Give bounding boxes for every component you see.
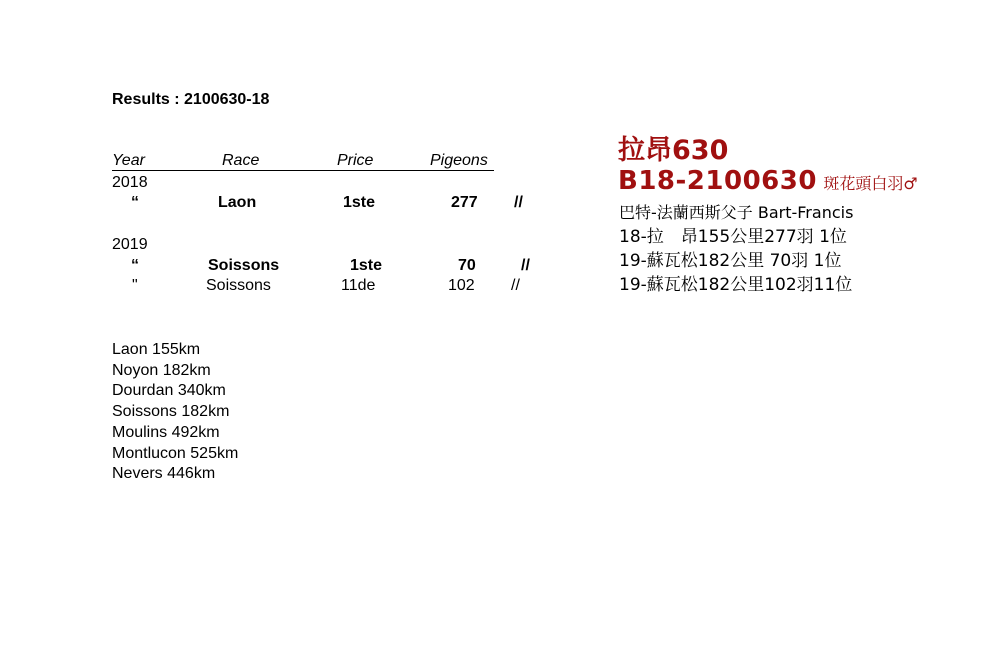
result-line: 19-蘇瓦松182公里 70羽 1位: [619, 251, 842, 271]
race-price: 1ste: [350, 257, 383, 274]
race-name: Soissons: [206, 277, 271, 294]
distance-item: Montlucon 525km: [112, 444, 239, 462]
distance-item: Dourdan 340km: [112, 382, 226, 400]
distance-item: Laon 155km: [112, 341, 201, 358]
result-line: 19-蘇瓦松182公里102羽11位: [619, 275, 853, 295]
distance-list: [112, 340, 238, 485]
race-name: Laon: [218, 194, 257, 211]
ditto-mark: “: [131, 194, 139, 211]
pigeon-name: 拉昂630: [618, 135, 729, 166]
results-title: Results : 2100630-18: [112, 91, 270, 108]
header-pigeons: Pigeons: [430, 152, 488, 169]
distance-item: Soissons 182km: [112, 403, 230, 421]
race-note: //: [514, 194, 523, 211]
ditto-mark: ": [132, 277, 138, 294]
ditto-mark: “: [131, 257, 139, 274]
race-pigeons: 102: [448, 277, 475, 294]
color-sex: 斑花頭白羽♂: [823, 174, 918, 193]
header-underline: [112, 170, 494, 171]
ring-number: B18-2100630: [618, 166, 817, 196]
result-line: 18-拉 昂155公里277羽 1位: [619, 227, 847, 247]
distance-item: Nevers 446km: [112, 465, 216, 483]
distance-item: Noyon 182km: [112, 361, 211, 379]
race-note: //: [511, 277, 520, 294]
breeder: 巴特-法蘭西斯父子 Bart-Francis: [619, 203, 854, 222]
race-note: //: [521, 257, 530, 274]
race-price: 11de: [341, 277, 376, 294]
header-price: Price: [337, 152, 374, 169]
distance-item: Moulins 492km: [112, 423, 220, 441]
race-price: 1ste: [343, 194, 376, 211]
year-2018: 2018: [112, 174, 148, 191]
ring-line: [618, 166, 918, 196]
year-2019: 2019: [112, 236, 148, 253]
header-race: Race: [222, 152, 260, 169]
race-name: Soissons: [208, 257, 280, 274]
header-year: Year: [112, 152, 145, 169]
race-pigeons: 277: [451, 194, 478, 211]
race-pigeons: 70: [458, 257, 476, 274]
